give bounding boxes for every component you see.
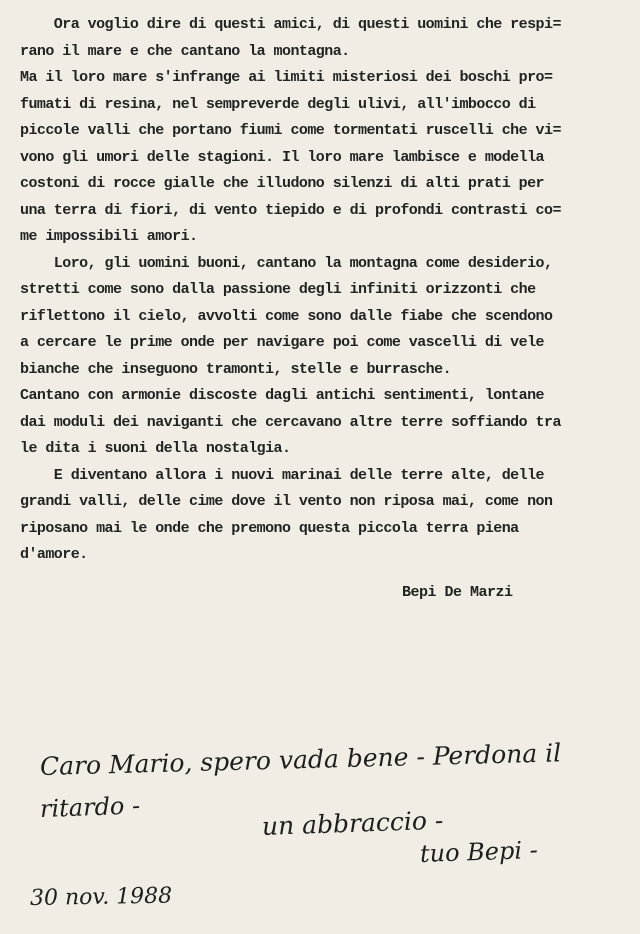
typed-letter-body (20, 12, 630, 569)
letter-line: bianche che inseguono tramonti, stelle e burrasche. (20, 360, 452, 378)
letter-line: fumati di resina, nel sempreverde degli ulivi, all'imbocco di (20, 95, 536, 113)
letter-line: vono gli umori delle stagioni. Il loro mare lambisce e modella (20, 148, 544, 166)
letter-line: le dita i suoni della nostalgia. (20, 440, 291, 457)
typed-signature: Bepi De Marzi (402, 584, 513, 601)
handwritten-signature: tuo Bepi - (419, 835, 539, 868)
letter-line: Cantano con armonie discoste dagli antichi sentimenti, lontane (20, 387, 544, 404)
letter-line: E diventano allora i nuovi marinai delle terre alte, delle (20, 466, 544, 484)
letter-line: riposano mai le onde che premono questa piccola terra piena (20, 519, 519, 537)
letter-line: Ora voglio dire di questi amici, di questi uomini che respi= (20, 16, 561, 33)
letter-line: rano il mare e che cantano la montagna. (20, 42, 350, 60)
handwritten-note-line: ritardo - (39, 791, 141, 823)
letter-line: Ma il loro mare s'infrange ai limiti misteriosi dei boschi pro= (20, 69, 553, 86)
letter-line: a cercare le prime onde per navigare poi come vascelli di vele (20, 334, 544, 351)
handwritten-date: 30 nov. 1988 (29, 883, 173, 911)
handwritten-note-line: un abbraccio - (261, 805, 444, 841)
letter-line: me impossibili amori. (20, 228, 198, 245)
letter-line: una terra di fiori, di vento tiepido e di profondi contrasti co= (20, 201, 561, 219)
letter-line: grandi valli, delle cime dove il vento non riposa mai, come non (20, 493, 553, 510)
letter-line: costoni di rocce gialle che illudono silenzi di alti prati per (20, 175, 544, 192)
letter-line: dai moduli dei naviganti che cercavano altre terre soffiando tra (20, 413, 561, 431)
letter-line: Loro, gli uomini buoni, cantano la montagna come desiderio, (20, 254, 553, 272)
letter-line: d'amore. (20, 546, 88, 563)
handwritten-note-line: Caro Mario, spero vada bene - Perdona il (39, 738, 562, 781)
letter-line: piccole valli che portano fiumi come tormentati ruscelli che vi= (20, 122, 561, 139)
letter-line: riflettono il cielo, avvolti come sono dalle fiabe che scendono (20, 307, 553, 325)
letter-line: stretti come sono dalla passione degli infiniti orizzonti che (20, 281, 536, 298)
